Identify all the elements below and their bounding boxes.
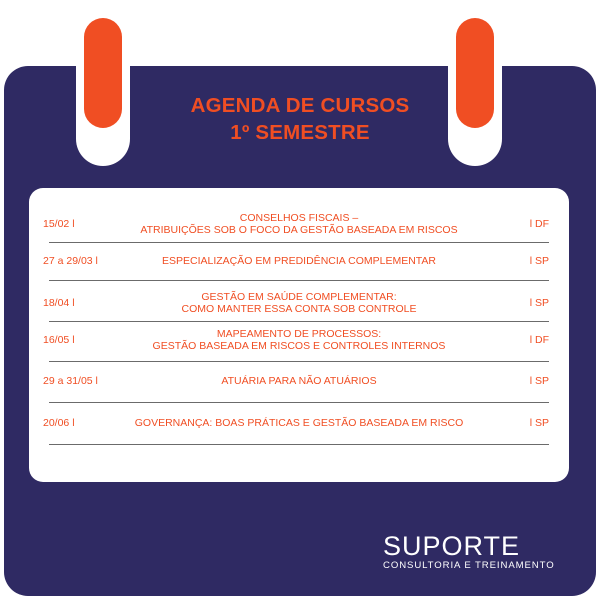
schedule-card: [29, 188, 569, 482]
row-divider: [49, 321, 549, 322]
schedule-date: 27 a 29/03 l: [43, 255, 98, 267]
company-logo: [383, 532, 555, 572]
schedule-course-line-1: CONSELHOS FISCAIS –: [239, 212, 359, 224]
schedule-course: [89, 328, 509, 352]
schedule-course-line-1: MAPEAMENTO DE PROCESSOS:: [216, 328, 382, 340]
row-divider: [49, 242, 549, 243]
schedule-date: 16/05 l: [43, 334, 75, 346]
schedule-date: 15/02 l: [43, 218, 75, 230]
schedule-course: [89, 375, 509, 387]
row-divider: [49, 444, 549, 445]
schedule-date: 18/04 l: [43, 297, 75, 309]
schedule-course-line-1: ATUÁRIA PARA NÃO ATUÁRIOS: [221, 375, 377, 387]
schedule-course-line-2: ATRIBUIÇÕES SOB O FOCO DA GESTÃO BASEADA EM RISCOS: [140, 224, 458, 236]
schedule-course: [89, 417, 509, 429]
schedule-course-line-2: COMO MANTER ESSA CONTA SOB CONTROLE: [181, 303, 417, 315]
title-line-2: 1º SEMESTRE: [230, 121, 370, 144]
logo-brand: SUPORTE: [383, 531, 521, 561]
title-line-1: AGENDA DE CURSOS: [190, 94, 410, 117]
schedule-location: l SP: [529, 375, 549, 387]
schedule-course-line-1: GOVERNANÇA: BOAS PRÁTICAS E GESTÃO BASEADA EM RISCO: [134, 417, 464, 429]
schedule-location: l DF: [529, 334, 549, 346]
page-title: [0, 92, 600, 146]
schedule-course: [89, 291, 509, 315]
schedule-date: 29 a 31/05 l: [43, 375, 98, 387]
schedule-location: l SP: [529, 417, 549, 429]
schedule-location: l DF: [529, 218, 549, 230]
row-divider: [49, 280, 549, 281]
schedule-location: l SP: [529, 297, 549, 309]
schedule-date: 20/06 l: [43, 417, 75, 429]
row-divider: [49, 402, 549, 403]
schedule-location: l SP: [529, 255, 549, 267]
schedule-course: [89, 255, 509, 267]
schedule-course-line-1: GESTÃO EM SAÚDE COMPLEMENTAR:: [201, 291, 397, 303]
row-divider: [49, 361, 549, 362]
logo-tagline: CONSULTORIA E TREINAMENTO: [383, 560, 555, 571]
schedule-course-line-1: ESPECIALIZAÇÃO EM PREDIDÊNCIA COMPLEMENTAR: [161, 255, 437, 267]
schedule-course: [89, 212, 509, 236]
schedule-course-line-2: GESTÃO BASEADA EM RISCOS E CONTROLES INTERNOS: [152, 340, 446, 352]
